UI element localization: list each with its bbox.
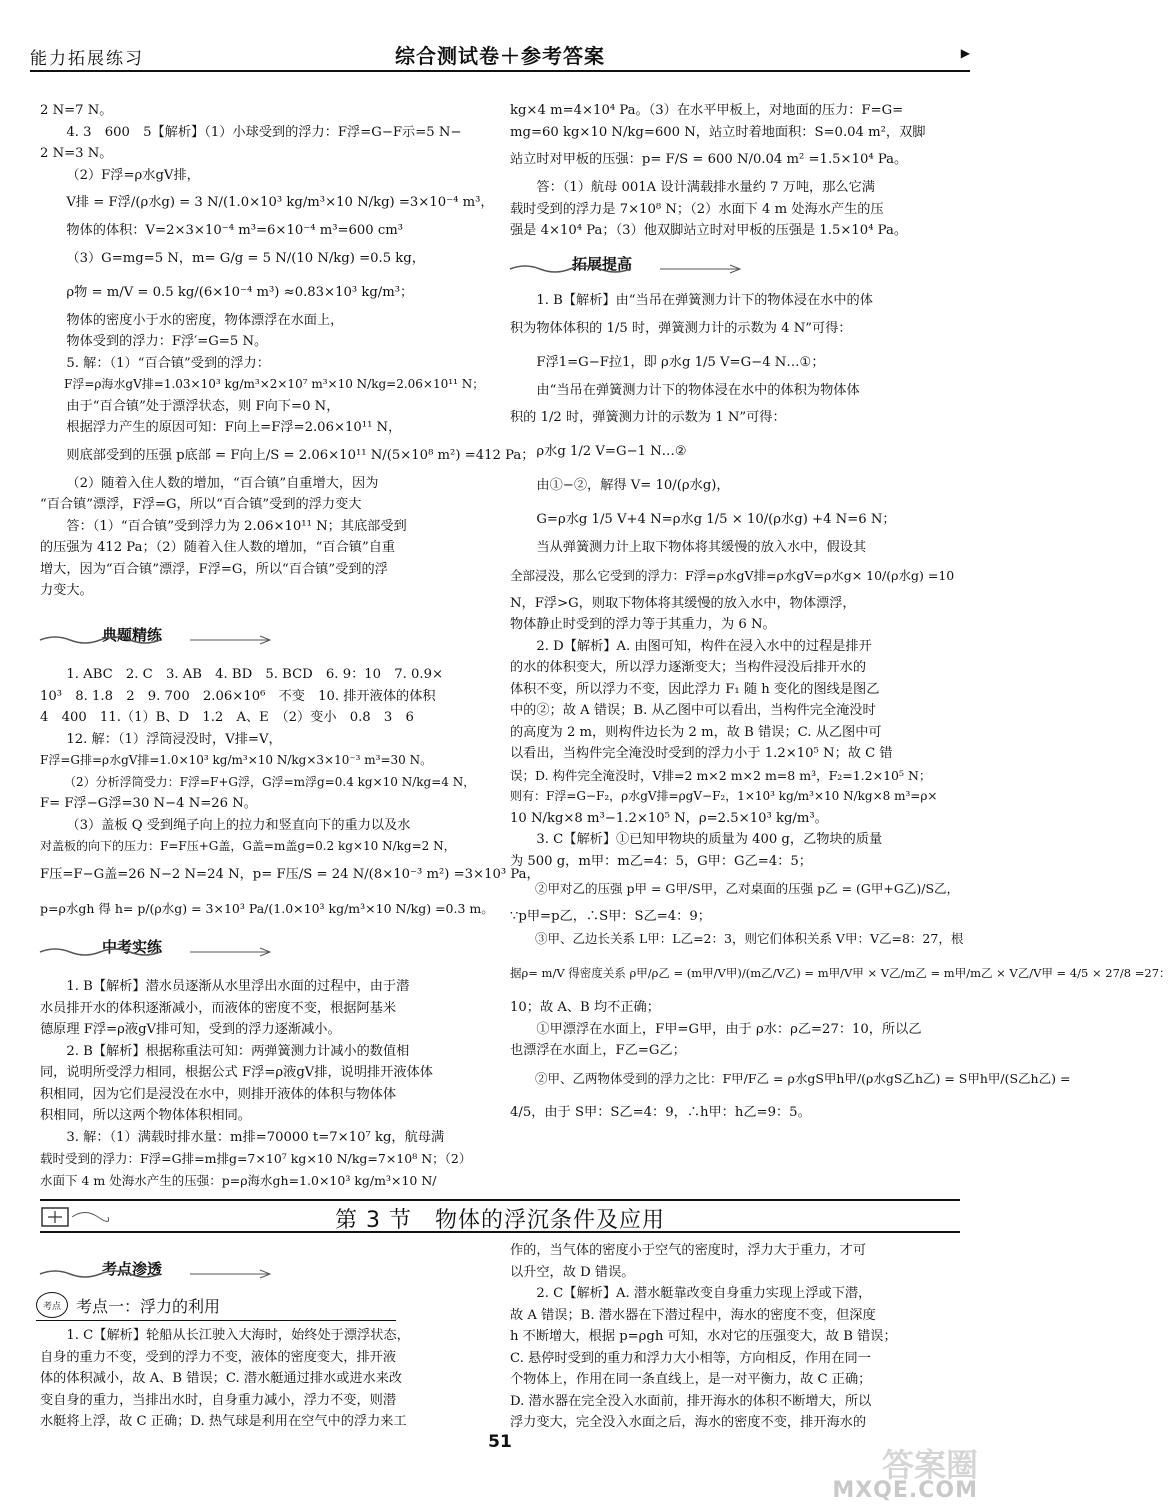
text-line: 3. C【解析】①已知甲物块的质量为 400 g，乙物块的质量 bbox=[536, 832, 883, 847]
header-rule bbox=[30, 70, 970, 72]
text-line: （3）盖板 Q 受到绳子向上的拉力和竖直向下的重力以及水 bbox=[66, 817, 411, 833]
text-line: 载时受到的浮力：F浮=G排=m排g=7×10⁷ kg×10 N/kg=7×10⁸ N；（2） bbox=[40, 1151, 472, 1166]
text-line: kg×4 m=4×10⁴ Pa。（3）在水平甲板上，对地面的压力：F=G= bbox=[510, 103, 904, 118]
text-line: 则有：F浮=G−F₂，ρ水gV排=ρgV−F₂，1×10³ kg/m³×10 N/kg×8 m³=ρ× bbox=[510, 789, 938, 803]
formula-line: F浮1=G−F拉1，即 ρ水g 1/5 V=G−4 N…①； bbox=[536, 354, 825, 370]
text-line: 物体受到的浮力：F浮′=G=5 N。 bbox=[66, 334, 268, 349]
text-line: F浮=ρ海水gV排=1.03×10³ kg/m³×2×10⁷ m³×10 N/kg=2.06×10¹¹ N； bbox=[64, 377, 485, 391]
text-line: 2. D【解析】A. 由图可知，构件在浸入水中的过程是排开 bbox=[536, 638, 872, 654]
text-line: 由“当吊在弹簧测力计下的物体浸在水中的体积为物体体 bbox=[536, 382, 860, 398]
formula-line: ②甲、乙两物体受到的浮力之比：F甲/F乙 = ρ水gS甲h甲/(ρ水gS乙h乙) = S甲h甲/(S乙h乙) = bbox=[535, 1070, 1071, 1086]
text-line: 2. C【解析】A. 潜水艇靠改变自身重力实现上浮或下潜， bbox=[536, 1286, 872, 1301]
text-line: 4. 3 600 5【解析】（1）小球受到的浮力：F浮=G−F示=5 N− bbox=[66, 124, 462, 140]
section-heading-dianti bbox=[40, 620, 340, 648]
text-line: （2）分析浮筒受力：F浮=F+G浮，G浮=m浮g=0.4 kg×10 N/kg=4 N， bbox=[64, 774, 476, 789]
text-line: 2 N=7 N。 bbox=[40, 103, 113, 118]
text-line: 的水的体积变大，所以浮力逐渐变大；当构件浸没后排开水的 bbox=[510, 660, 867, 675]
formula-line: 4/5，由于 S甲：S乙=4：9，∴h甲：h乙=9：5。 bbox=[510, 1104, 811, 1120]
formula-line: 由①−②，解得 V= 10/(ρ水g)， bbox=[536, 478, 730, 493]
text-line: 1. C【解析】轮船从长江驶入大海时，始终处于漂浮状态， bbox=[66, 1328, 410, 1343]
text-line: 5. 解：（1）“百合镇”受到的浮力： bbox=[66, 355, 270, 371]
wave-decoration-icon bbox=[40, 1268, 280, 1280]
left-column-bottom bbox=[40, 976, 480, 1191]
text-line: 变自身的重力，当排出水时，自身重力减小，浮力不变，则潜 bbox=[40, 1392, 397, 1408]
formula-line: p=ρ水gh 得 h= p/(ρ水g) = 3×10³ Pa/(1.0×10³ kg/m³×10 N/kg) =0.3 m。 bbox=[40, 900, 494, 916]
text-line: 水艇将上浮，故 C 正确；D. 热气球是利用在空气中的浮力来工 bbox=[40, 1414, 407, 1429]
kaodian-one-heading bbox=[36, 1291, 220, 1319]
chapter-heading bbox=[40, 1199, 960, 1233]
text-line: 水员排开水的体积逐渐减小，而液体的密度不变，根据阿基米 bbox=[40, 1000, 397, 1016]
text-line: 积相同，所以这两个物体体积相同。 bbox=[40, 1108, 251, 1123]
section-title: 拓展提高 bbox=[572, 254, 633, 273]
chapter-title: 第 3 节 物体的浮沉条件及应用 bbox=[335, 1208, 665, 1233]
text-line: 10³ 8. 1.8 2 9. 700 2.06×10⁶ 不变 10. 排开液体的体积 bbox=[40, 688, 436, 704]
text-line: 当从弹簧测力计上取下物体将其缓慢的放入水中，假设其 bbox=[536, 540, 867, 555]
text-line: F浮=G排=ρ水gV排=1.0×10³ kg/m³×10 N/kg×3×10⁻³ m³=30 N。 bbox=[40, 753, 433, 767]
text-line: “百合镇”漂浮，F浮=G，所以“百合镇”受到的浮力变大 bbox=[40, 497, 362, 512]
section-heading-tuozhan bbox=[510, 249, 810, 277]
text-line: 答：（1）“百合镇”受到浮力为 2.06×10¹¹ N；其底部受到 bbox=[66, 518, 407, 534]
text-line: 中的②；故 A 错误；B. 从乙图中可以看出，当构件完全淹没时 bbox=[510, 703, 876, 718]
text-line: 也漂浮在水面上，F乙=G乙； bbox=[510, 1043, 686, 1058]
text-line: 水面下 4 m 处海水产生的压强：p=ρ海水gh=1.0×10³ kg/m³×10 N/ bbox=[40, 1172, 437, 1188]
text-line: 浮力变大，完全没入水面之后，海水的密度不变，排开海水的 bbox=[510, 1415, 867, 1430]
left-column-top bbox=[40, 100, 535, 602]
left-column-mid bbox=[40, 664, 540, 926]
section-heading-kaodian bbox=[40, 1254, 340, 1282]
text-line: 个物体上，作用在同一条直线上，是一对平衡力，故 C 正确； bbox=[510, 1372, 872, 1387]
formula-line: ②甲对乙的压强 p甲 = G甲/S甲，乙对桌面的压强 p乙 = (G甲+G乙)/S乙， bbox=[535, 881, 960, 896]
text-line: 的压强为 412 Pa；（2）随着入住人数的增加，“百合镇”自重 bbox=[40, 540, 396, 555]
formula-line: 站立时对甲板的压强：p= F/S = 600 N/0.04 m² =1.5×10⁴ Pa。 bbox=[510, 152, 908, 167]
text-line: 同，说明所受浮力相同，根据公式 F浮=ρ液gV排，说明排开液体体 bbox=[40, 1065, 433, 1080]
formula-line: （3）G=mg=5 N，m= G/g = 5 N/(10 N/kg) =0.5 kg， bbox=[66, 250, 425, 266]
text-line: 误；D. 构件完全淹没时，V排=2 m×2 m×2 m=8 m³，F₂=1.2×10⁵ N； bbox=[510, 767, 932, 783]
header-arrow-icon: ▶ bbox=[960, 46, 970, 60]
text-line: 载时受到的浮力是 7×10⁸ N；（2）水面下 4 m 处海水产生的压 bbox=[510, 201, 884, 217]
text-line: 积相同，因为它们是浸没在水中，则排开液体的体积与物体体 bbox=[40, 1086, 397, 1102]
text-line: h 不断增大，根据 p=ρgh 可知，水对它的压强变大，故 B 错误； bbox=[510, 1329, 897, 1344]
wave-decoration-icon bbox=[40, 634, 280, 646]
section-title: 考点渗透 bbox=[102, 1259, 163, 1278]
text-line: 物体的密度小于水的密度，物体漂浮在水面上， bbox=[66, 312, 344, 328]
text-line: 12. 解：（1）浮筒浸没时，V排=V， bbox=[66, 731, 282, 747]
watermark-mark: 答案圈 bbox=[881, 1446, 978, 1484]
text-line: 10；故 A、B 均不正确； bbox=[510, 1000, 660, 1015]
formula-line: 全部浸没，那么它受到的浮力：F浮=ρ水gV排=ρ水gV=ρ水g× 10/(ρ水g) =10 bbox=[510, 567, 955, 583]
kaodian-badge-icon: 考点 bbox=[36, 1292, 68, 1318]
right-column-chapter bbox=[510, 1240, 960, 1434]
text-line: 1. ABC 2. C 3. AB 4. BD 5. BCD 6. 9：10 7. 0.9× bbox=[66, 667, 444, 682]
text-line: D. 潜水器在完全没入水面前，排开海水的体积不断增大，所以 bbox=[510, 1393, 872, 1409]
text-line: 强是 4×10⁴ Pa；（3）他双脚站立时对甲板的压强是 1.5×10⁴ Pa。 bbox=[510, 223, 908, 238]
formula-line: 积的 1/2 时，弹簧测力计的示数为 1 N”可得： bbox=[510, 410, 786, 425]
text-line: F= F浮−G浮=30 N−4 N=26 N。 bbox=[40, 796, 257, 811]
text-line: mg=60 kg×10 N/kg=600 N，站立时着地面积：S=0.04 m²，双脚 bbox=[510, 124, 926, 140]
header-series-title: 能力拓展练习 bbox=[30, 49, 144, 69]
formula-line: F压=F−G盖=26 N−2 N=24 N，p= F压/S = 24 N/(8×10⁻³ m²) =3×10³ Pa， bbox=[40, 866, 540, 882]
section-heading-zhongkao bbox=[40, 932, 340, 960]
text-line: 为 500 g，m甲：m乙=4：5，G甲：G乙=4：5； bbox=[510, 853, 812, 869]
text-line: 2 N=3 N。 bbox=[40, 146, 113, 161]
watermark-logo bbox=[832, 1440, 982, 1502]
text-line: 增大，因为“百合镇”漂浮，F浮=G，所以“百合镇”受到的浮 bbox=[40, 561, 388, 577]
watermark-url: MXQE.COM bbox=[832, 1478, 978, 1503]
right-column-top bbox=[510, 100, 960, 242]
text-line: ∵p甲=p乙，∴S甲：S乙=4：9； bbox=[510, 909, 711, 924]
formula-line: 积为物体体积的 1/5 时，弹簧测力计的示数为 4 N”可得： bbox=[510, 320, 852, 336]
formula-line: 据ρ= m/V 得密度关系 ρ甲/ρ乙 = (m甲/V甲)/(m乙/V乙) = m甲/V甲 × V乙/m乙 = m甲/m乙 × V乙/V甲 = 4/5 × 27/8 =27： bbox=[510, 966, 1171, 980]
formula-line: G=ρ水g 1/5 V+4 N=ρ水g 1/5 × 10/(ρ水g) +4 N=6 N； bbox=[536, 512, 896, 527]
text-line: 由于“百合镇”处于漂浮状态，则 F向下=0 N， bbox=[66, 398, 340, 414]
text-line: 以升空，故 D 错误。 bbox=[510, 1264, 635, 1280]
text-line: 作的，当气体的密度小于空气的密度时，浮力大于重力，才可 bbox=[510, 1243, 867, 1258]
left-column-chapter bbox=[40, 1325, 480, 1433]
text-line: 答：（1）航母 001A 设计满载排水量约 7 万吨，那么它满 bbox=[536, 180, 875, 195]
text-line: 力变大。 bbox=[40, 583, 93, 598]
kaodian-title: 考点一：浮力的利用 bbox=[76, 1296, 221, 1316]
text-line: （2）随着入住人数的增加，“百合镇”自重增大，因为 bbox=[66, 475, 379, 491]
wave-decoration-icon bbox=[40, 946, 280, 958]
text-line: 对盖板的向下的压力：F=F压+G盖，G盖=m盖g=0.2 kg×10 N/kg=2 N， bbox=[40, 839, 456, 853]
right-column-mid bbox=[510, 290, 1171, 1130]
text-line: 自身的重力不变，受到的浮力不变，液体的密度变大，排开液 bbox=[40, 1349, 397, 1365]
header-book-title: 综合测试卷＋参考答案 bbox=[395, 44, 605, 68]
text-line: 的高度为 2 m，则构件边长为 2 m，故 B 错误；C. 从乙图中可 bbox=[510, 724, 882, 740]
formula-line: ρ物 = m/V = 0.5 kg/(6×10⁻⁴ m³) ≈0.83×10³ kg/m³； bbox=[66, 284, 414, 300]
text-line: 物体静止时受到的浮力等于其重力，为 6 N。 bbox=[510, 617, 776, 632]
text-line: 以看出，当构件完全淹没时受到的浮力小于 1.2×10⁵ N；故 C 错 bbox=[510, 746, 893, 761]
text-line: 4 400 11.（1）B、D 1.2 A、E （2）变小 0.8 3 6 bbox=[40, 710, 414, 725]
wave-decoration-icon bbox=[510, 263, 750, 275]
formula-line: ρ水g 1/2 V=G−1 N…② bbox=[536, 444, 687, 459]
text-line: （2）F浮=ρ水gV排， bbox=[66, 167, 200, 183]
section-title: 典题精练 bbox=[102, 625, 163, 644]
page-header bbox=[30, 40, 970, 76]
text-line: 体的体积减小，故 A、B 错误；C. 潜水艇通过排水或进水来改 bbox=[40, 1371, 403, 1386]
text-line: 1. B【解析】由“当吊在弹簧测力计下的物体浸在水中的体 bbox=[536, 293, 873, 308]
text-line: N，F浮>G，则取下物体将其缓慢的放入水中，物体漂浮， bbox=[510, 595, 856, 611]
text-line: 体积不变，所以浮力不变，因此浮力 F₁ 随 h 变化的图线是图乙 bbox=[510, 681, 880, 697]
text-line: 3. 解：（1）满载时排水量：m排=70000 t=7×10⁷ kg，航母满 bbox=[66, 1129, 445, 1145]
text-line: 德原理 F浮=ρ液gV排可知，受到的浮力逐渐减小。 bbox=[40, 1022, 341, 1037]
text-line: 10 N/kg×8 m³−1.2×10⁵ N，ρ=2.5×10³ kg/m³。 bbox=[510, 810, 828, 826]
text-line: C. 悬停时受到的重力和浮力大小相等，方向相反，作用在同一 bbox=[510, 1350, 871, 1366]
text-line: 2. B【解析】根据称重法可知：两弹簧测力计减小的数值相 bbox=[66, 1043, 410, 1059]
text-line: 根据浮力产生的原因可知：F向上=F浮=2.06×10¹¹ N， bbox=[66, 420, 402, 435]
formula-line: 则底部受到的压强 p底部 = F向上/S = 2.06×10¹¹ N/(5×10⁸ m²) =412 Pa； bbox=[66, 447, 535, 463]
kaodian-rule bbox=[36, 1320, 396, 1321]
text-line: 1. B【解析】潜水员逐渐从水里浮出水面的过程中，由于潜 bbox=[66, 979, 410, 994]
text-line: ①甲漂浮在水面上，F甲=G甲，由于 ρ水：ρ乙=27：10，所以乙 bbox=[536, 1021, 922, 1037]
formula-line: V排 = F浮/(ρ水g) = 3 N/(1.0×10³ kg/m³×10 N/kg) =3×10⁻⁴ m³， bbox=[66, 195, 494, 210]
text-line: 故 A 错误；B. 潜水器在下潜过程中，海水的密度不变，但深度 bbox=[510, 1307, 876, 1323]
page-number: 51 bbox=[488, 1432, 512, 1452]
text-line: 物体的体积：V=2×3×10⁻⁴ m³=6×10⁻⁴ m³=600 cm³ bbox=[66, 223, 404, 238]
text-line: ③甲、乙边长关系 L甲：L乙=2：3，则它们体积关系 V甲：V乙=8：27，根 bbox=[535, 930, 964, 946]
section-title: 中考实练 bbox=[102, 937, 163, 956]
